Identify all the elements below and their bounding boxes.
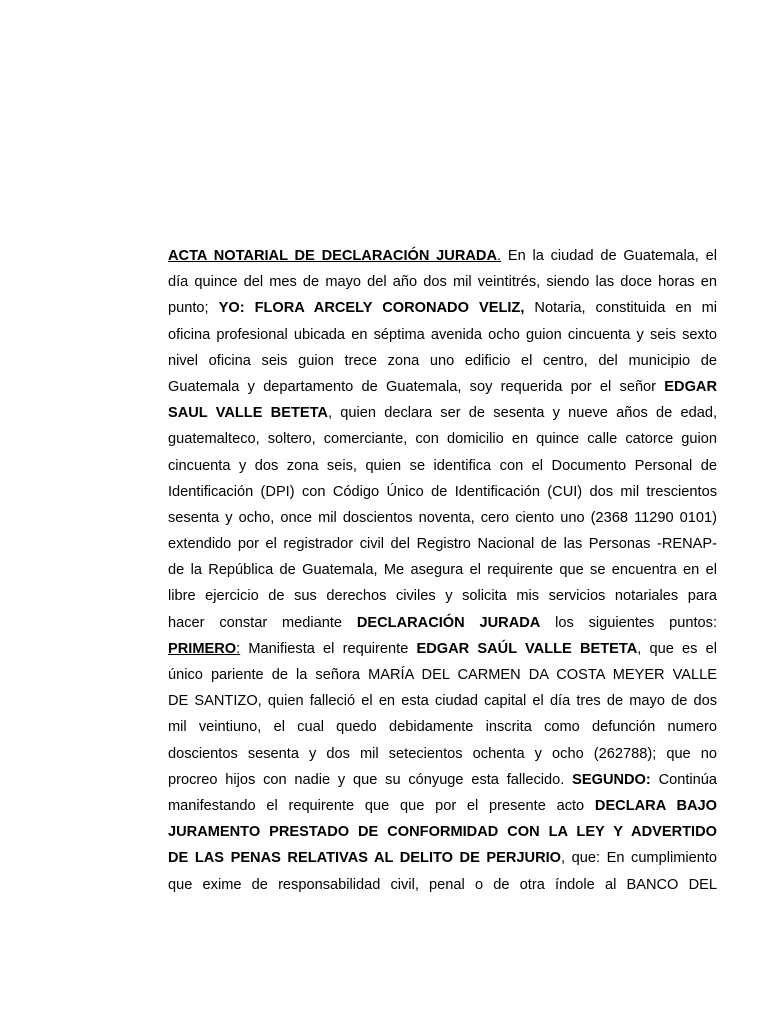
- document-line: [168, 793, 717, 819]
- document-line: [168, 767, 717, 793]
- text-run: punto;: [168, 300, 219, 317]
- text-run: procreo hijos con nadie y que su cónyuge esta fallecido.: [168, 771, 573, 788]
- text-run: EDGAR: [664, 378, 717, 395]
- text-run: que exime de responsabilidad civil, penal o de otra índole al BANCO DEL: [168, 876, 717, 893]
- document-line: [168, 557, 717, 583]
- text-run: Continúa: [650, 771, 717, 788]
- text-run: PRIMERO: [168, 640, 237, 657]
- text-run: DE LAS PENAS RELATIVAS AL DELITO DE PERJURIO: [168, 850, 562, 867]
- document-line: [168, 845, 717, 871]
- text-run: nivel oficina seis guion trece zona uno edificio el centro, del municipio de: [168, 352, 717, 369]
- document-line: [168, 348, 717, 374]
- text-run: DECLARACIÓN JURADA: [356, 614, 541, 631]
- text-run: , quien declara ser de sesenta y nueve años de edad,: [327, 405, 717, 422]
- text-run: Manifiesta el requirente: [240, 640, 417, 657]
- document-line: [168, 479, 717, 505]
- text-run: EDGAR SAÚL VALLE BETETA: [416, 640, 638, 657]
- text-run: Notaria, constituida en mi: [524, 300, 717, 317]
- document-line: [168, 453, 717, 479]
- document-line: [168, 662, 717, 688]
- text-run: oficina profesional ubicada en séptima avenida ocho guion cincuenta y seis sexto: [168, 326, 717, 343]
- text-run: manifestando el requirente que que por el presente acto: [168, 797, 595, 814]
- text-run: sesenta y ocho, once mil doscientos noventa, cero ciento uno (2368 11290 0101): [168, 509, 717, 526]
- document-line: [168, 741, 717, 767]
- document-line: [168, 269, 717, 295]
- document-line: [168, 872, 717, 898]
- text-run: Guatemala y departamento de Guatemala, soy requerida por el señor: [168, 378, 665, 395]
- document-line: [168, 688, 717, 714]
- document-line: [168, 400, 717, 426]
- text-run: , que: En cumplimiento: [561, 850, 717, 867]
- document-line: [168, 531, 717, 557]
- text-run: ACTA NOTARIAL DE DECLARACIÓN JURADA: [168, 248, 497, 264]
- document-line: [168, 636, 717, 662]
- document-line: [168, 374, 717, 400]
- text-run: DE SANTIZO, quien falleció el en esta ciudad capital el día tres de mayo de dos: [168, 693, 717, 710]
- text-run: guatemalteco, soltero, comerciante, con domicilio en quince calle catorce guion: [168, 431, 717, 448]
- text-run: En la ciudad de Guatemala, el: [501, 248, 717, 264]
- document-line: [168, 819, 717, 845]
- text-run: YO: FLORA ARCELY CORONADO VELIZ,: [218, 300, 525, 317]
- document-line: [168, 243, 717, 269]
- text-run: .: [497, 248, 502, 264]
- text-run: extendido por el registrador civil del Registro Nacional de las Personas -RENAP-: [168, 536, 717, 553]
- text-run: único pariente de la señora MARÍA DEL CARMEN DA COSTA MEYER VALLE: [168, 667, 717, 683]
- document-line: [168, 505, 717, 531]
- document-line: [168, 295, 717, 321]
- text-run: hacer constar mediante: [168, 614, 357, 631]
- text-run: SEGUNDO:: [572, 771, 651, 788]
- text-run: JURAMENTO PRESTADO DE CONFORMIDAD CON LA LEY Y ADVERTIDO: [168, 824, 717, 841]
- text-run: SAUL VALLE BETETA: [168, 405, 328, 422]
- document-line: [168, 583, 717, 609]
- text-run: Identificación (DPI) con Código Único de Identificación (CUI) dos mil trescientos: [168, 483, 717, 500]
- document-line: [168, 426, 717, 452]
- text-run: doscientos sesenta y dos mil setecientos ochenta y ocho (262788); que no: [168, 745, 717, 762]
- text-run: DECLARA BAJO: [594, 797, 717, 814]
- document-line: [168, 322, 717, 348]
- document-body: [168, 243, 717, 898]
- text-run: de la República de Guatemala, Me asegura el requirente que se encuentra en el: [168, 562, 717, 579]
- text-run: , que es el: [637, 640, 717, 657]
- text-run: los siguientes puntos:: [540, 614, 717, 631]
- text-run: libre ejercicio de sus derechos civiles y solicita mis servicios notariales para: [168, 588, 717, 605]
- document-line: [168, 610, 717, 636]
- text-run: :: [236, 640, 241, 657]
- text-run: mil veintiuno, el cual quedo debidamente inscrita como defunción numero: [168, 719, 717, 736]
- text-run: día quince del mes de mayo del año dos mil veintitrés, siendo las doce horas en: [168, 274, 717, 291]
- document-line: [168, 714, 717, 740]
- text-run: cincuenta y dos zona seis, quien se identifica con el Documento Personal de: [168, 457, 717, 474]
